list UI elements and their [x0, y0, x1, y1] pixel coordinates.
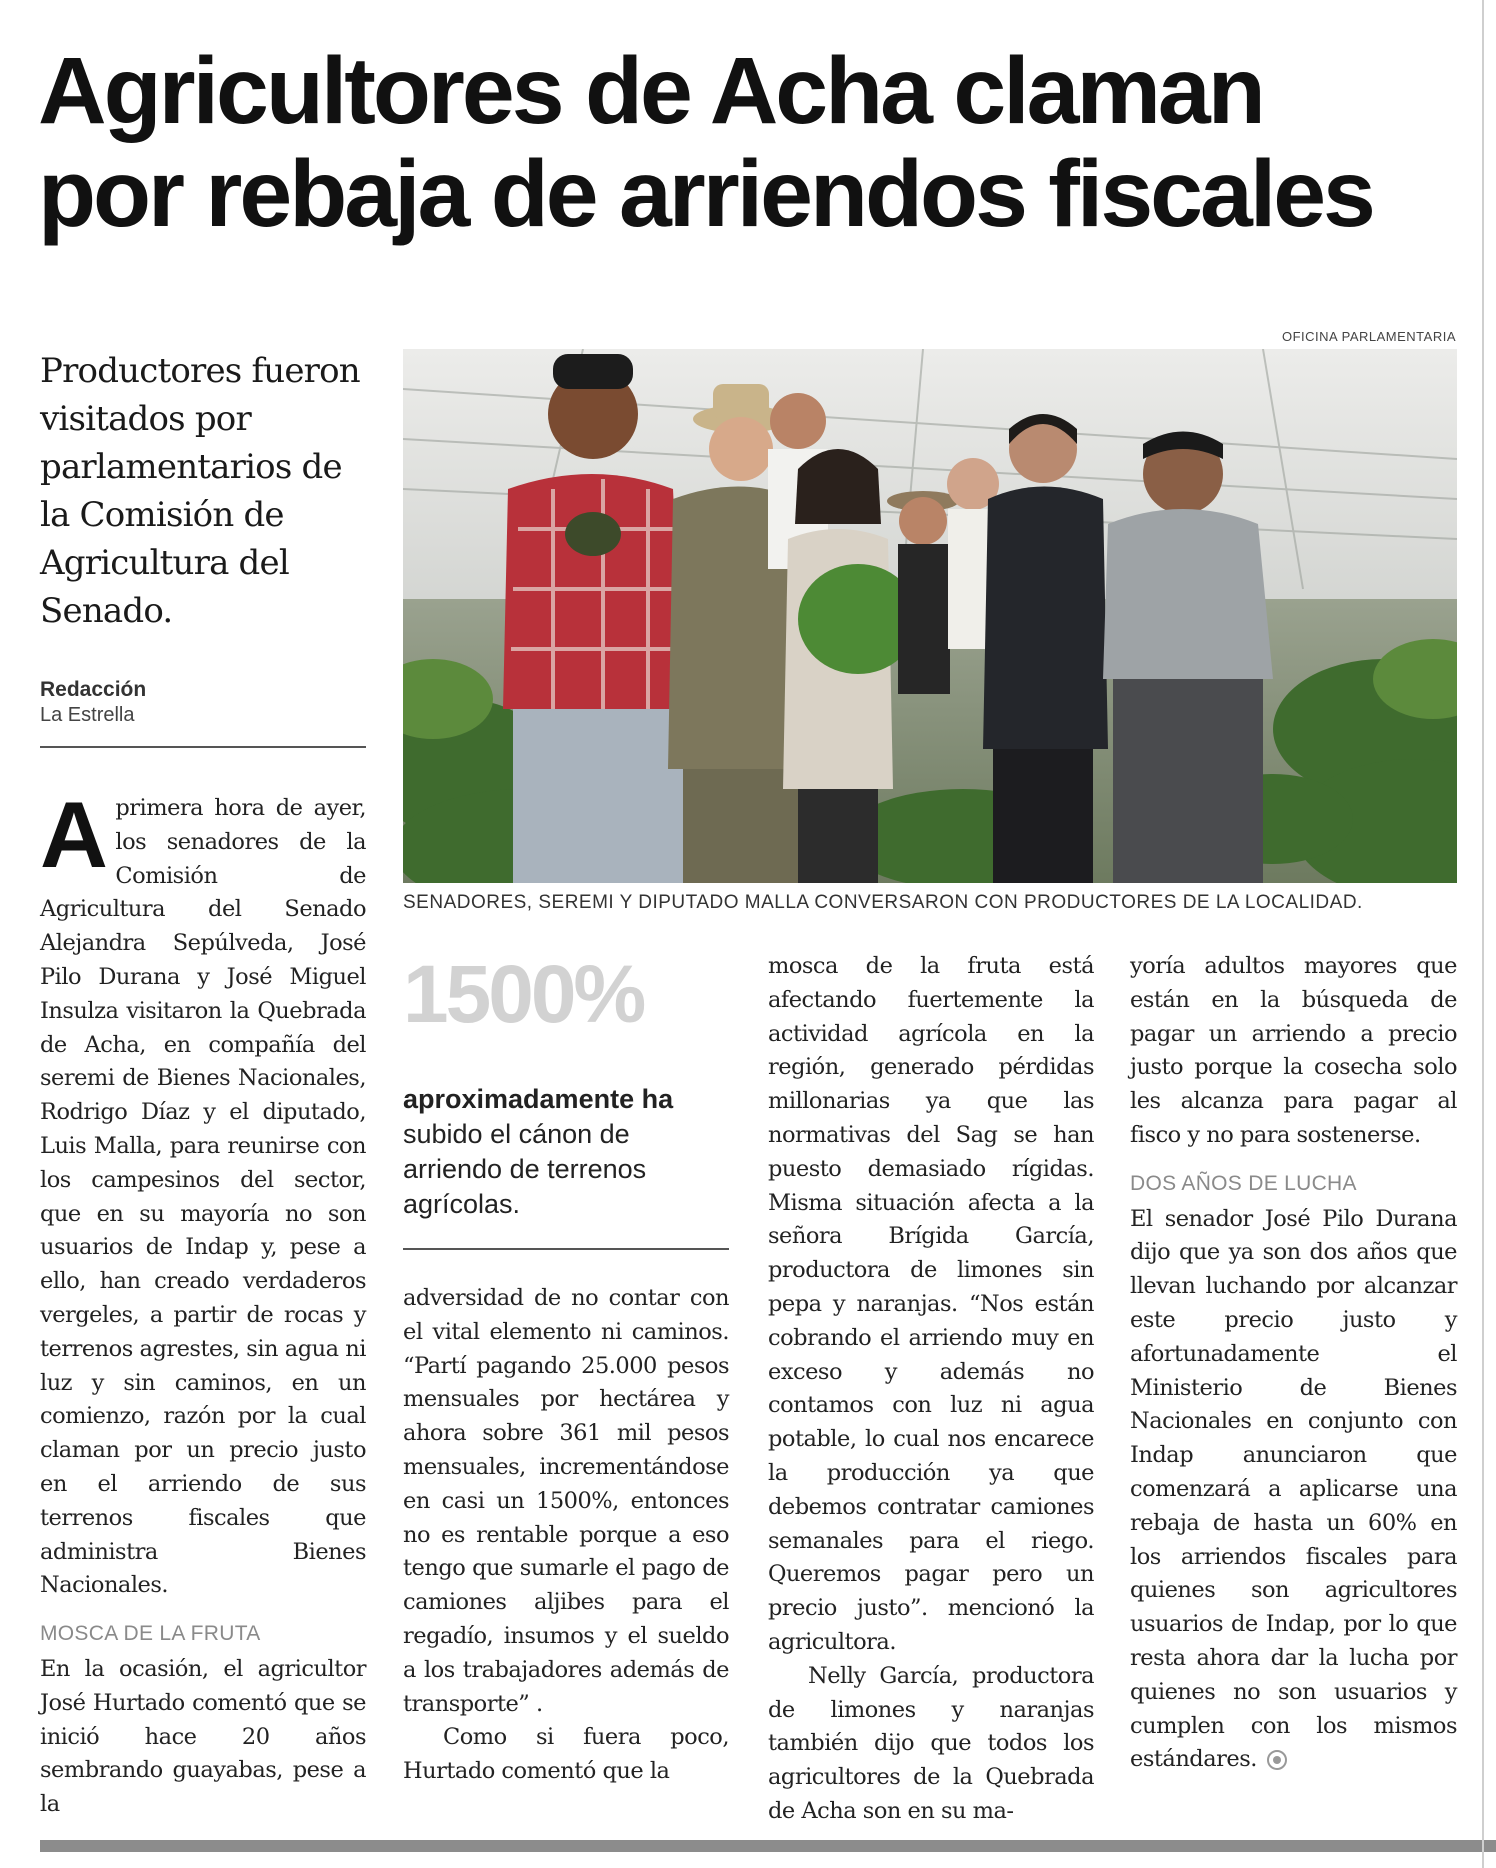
paragraph-4: Como si fuera poco, Hurtado comentó que la: [403, 1724, 729, 1785]
end-mark-icon: [1267, 1750, 1287, 1770]
paragraph-1: primera hora de ayer, los senadores de la Comisión de Agricultura del Senado Alejandra Sepúlveda, José Pilo Durana y José Miguel Insulza visitaron la Quebrada de Acha, en compañía del seremi de Bienes Nacionales, Rodrigo Díaz y el diputado, Luis Malla, para reunirse con los campesinos del sector, que en su mayoría no son usuarios de Indap y, pese a ello, han creado verdaderos vergeles, a partir de rocas y terrenos agrestes, sin agua ni luz y sin caminos, en un comienzo, razón por la cual claman por un precio justo en el arriendo de sus terrenos fiscales que administra Bienes Nacionales.: [40, 795, 366, 1599]
headline: [38, 40, 1458, 246]
byline: [40, 678, 370, 727]
subhead-mosca-de-la-fruta: MOSCA DE LA FRUTA: [40, 1622, 261, 1646]
paragraph-8: El senador José Pilo Durana dijo que ya son dos años que llevan luchando por alcanzar este precio justo y afortunadamente el Ministerio de Bienes Nacionales en conjunto con Indap anunciaron que comenzará a aplicarse una rebaja de hasta un 60% en los arriendos fiscales para quienes son agricultores usuarios de Indap, por lo que resta ahora dar la lucha por quienes no son usuarios y cumplen con los mismos estándares.: [1130, 1205, 1457, 1773]
headline-line-1: Agricultores de Acha claman: [38, 38, 1263, 144]
page-side-rule: [1482, 0, 1484, 1868]
greenhouse-photo: [403, 349, 1457, 883]
pullquote-divider: [403, 1248, 729, 1250]
paragraph-2: En la ocasión, el agricultor José Hurtado comentó que se inició hace 20 años sembrando guayabas, pese a la: [40, 1655, 366, 1818]
pullquote-rest: subido el cánon de arriendo de terrenos agrícolas.: [403, 1119, 647, 1219]
photo-credit: OFICINA PARLAMENTARIA: [1282, 329, 1456, 344]
article-column-1: [40, 782, 366, 1822]
paragraph-6: Nelly García, productora de limones y naranjas también dijo que todos los agricultores de la Quebrada de Acha son en su ma-: [768, 1662, 1094, 1824]
article-column-2: [403, 1282, 729, 1789]
headline-line-2: por rebaja de arriendos fiscales: [38, 141, 1373, 247]
paragraph-5: mosca de la fruta está afectando fuertemente la actividad agrícola en la región, generado pérdidas millonarias ya que las normativas del Sag se han puesto demasiado rígidas. Misma situación afecta a la señora Brígida García, productora de limones sin pepa y naranjas. “Nos están cobrando el arriendo muy en exceso y además no contamos con luz ni agua potable, lo cual nos encarece la producción ya que debemos contratar camiones semanales para el riego. Queremos pagar pero un precio justo”. mencionó la agricultora.: [768, 953, 1094, 1655]
subhead-dos-anos-de-lucha: DOS AÑOS DE LUCHA: [1130, 1171, 1357, 1195]
paragraph-7: yoría adultos mayores que están en la búsqueda de pagar un arriendo a precio justo porque la cosecha solo les alcanza para pagar al fisco y no para sostenerse.: [1130, 953, 1457, 1148]
pullquote-text: [403, 1082, 729, 1222]
paragraph-3: adversidad de no contar con el vital elemento ni caminos. “Partí pagando 25.000 pesos mensuales por hectárea y ahora sobre 361 mil pesos mensuales, incrementándose en casi un 1500%, entonces no es rentable porque a eso tengo que sumarle el pago de camiones aljibes para el regadío, insumos y el sueldo a los trabajadores además de transporte” .: [403, 1285, 729, 1717]
byline-outlet: La Estrella: [40, 704, 135, 726]
byline-divider: [40, 746, 366, 748]
article-column-4: [1130, 950, 1457, 1777]
article-column-3: [768, 950, 1094, 1829]
page-bottom-rule: [40, 1840, 1496, 1852]
pullquote-number: 1500%: [403, 949, 644, 1040]
article-photo: [403, 349, 1457, 883]
byline-name: Redacción: [40, 678, 147, 701]
pullquote-lead: aproximadamente ha: [403, 1084, 674, 1114]
drop-cap: A: [40, 782, 108, 887]
deck: Productores fueron visitados por parlamentarios de la Comisión de Agricultura del Senado.: [40, 351, 360, 631]
photo-caption: SENADORES, SEREMI Y DIPUTADO MALLA CONVERSARON CON PRODUCTORES DE LA LOCALIDAD.: [403, 892, 1363, 913]
